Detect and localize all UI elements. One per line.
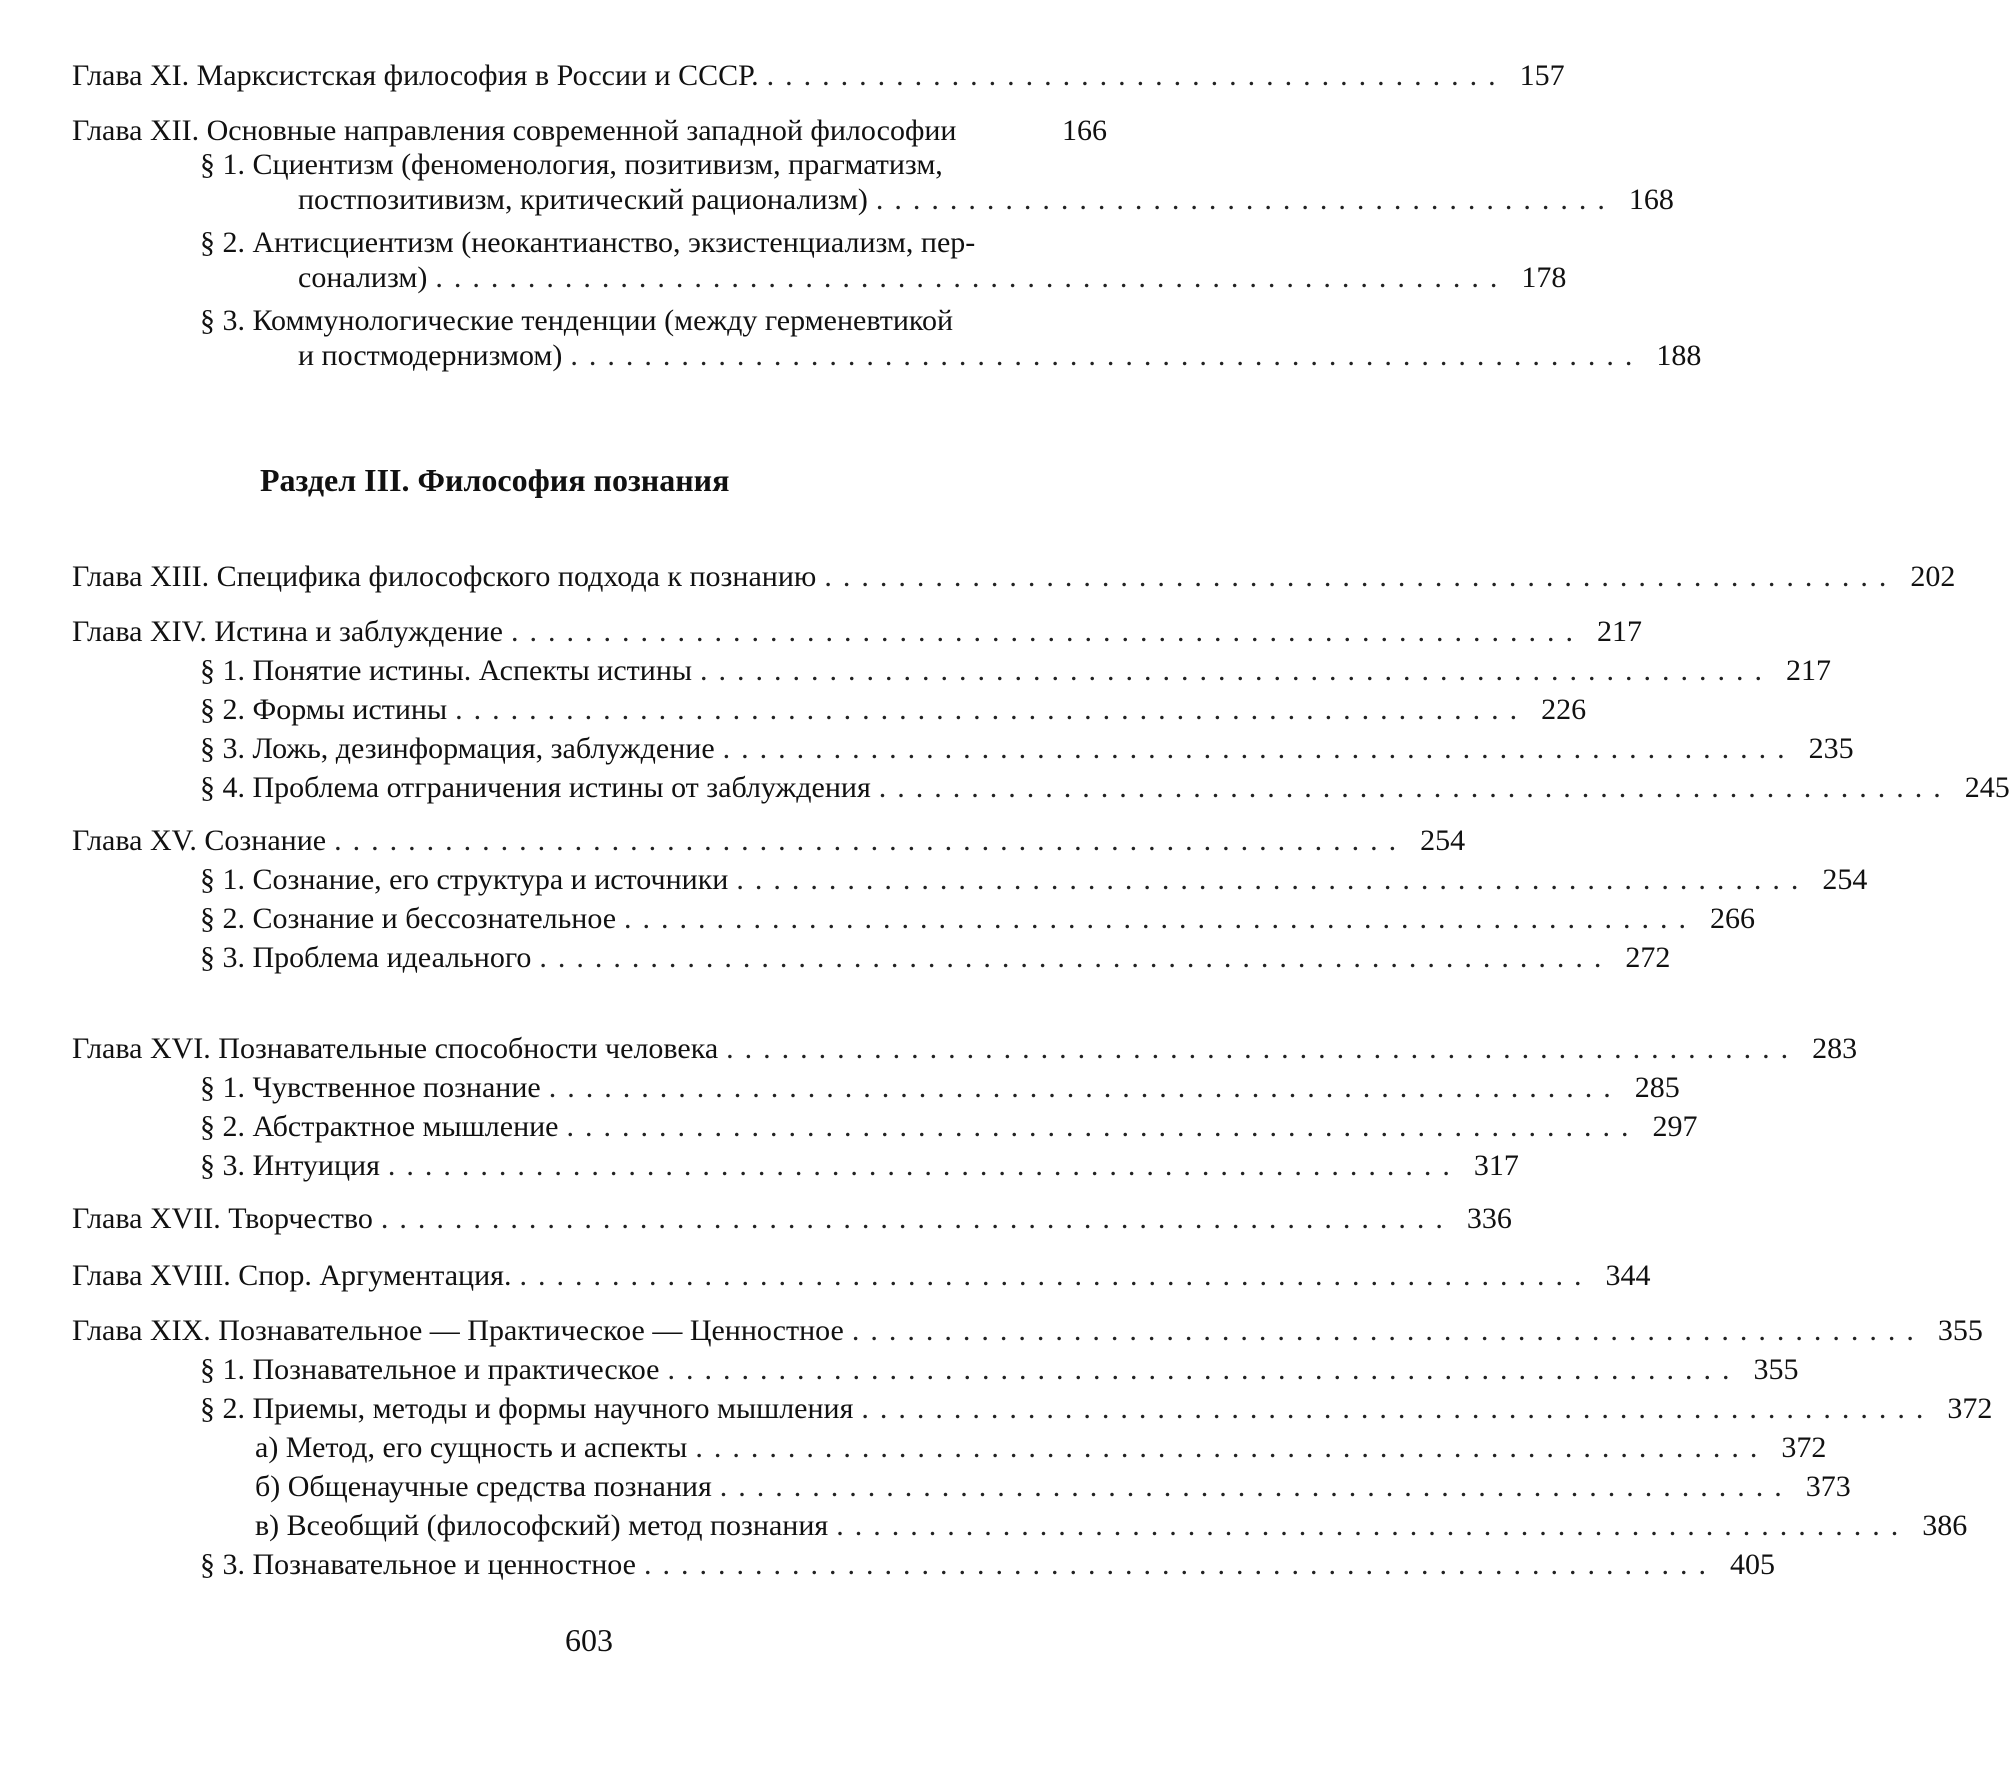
leader-dots: .......................................................... bbox=[334, 824, 1408, 857]
toc-entry-label: в) Всеобщий (философский) метод познания bbox=[255, 1509, 829, 1542]
leader-dots: .......................................................... bbox=[722, 732, 1796, 765]
leader-dots: .......................................................... bbox=[667, 1353, 1741, 1386]
leader-dots: .......................................................... bbox=[624, 902, 1698, 935]
leader-dots: .......................................................... bbox=[380, 1202, 1454, 1235]
toc-entry-ch12-s3-line1 bbox=[200, 302, 953, 340]
toc-entry-ch14-s1 bbox=[200, 652, 1832, 690]
toc-entry-ch15-s2 bbox=[200, 900, 1756, 938]
leader-dots: .......................................................... bbox=[836, 1509, 1910, 1542]
toc-entry-ch14-s4 bbox=[200, 769, 2010, 807]
toc-entry-page: 405 bbox=[1729, 1548, 1775, 1581]
toc-entry-label: § 2. Антисциентизм (неокантианство, экзистенциализм, пер- bbox=[200, 226, 976, 259]
toc-entry-label: Глава XVIII. Спор. Аргументация. bbox=[72, 1259, 512, 1292]
section-heading-text: Раздел III. Философия познания bbox=[260, 462, 730, 498]
leader-dots: .......................................................... bbox=[726, 1032, 1800, 1065]
toc-entry-label: § 3. Познавательное и ценностное bbox=[200, 1548, 636, 1581]
toc-entry-label: б) Общенаучные средства познания bbox=[255, 1470, 712, 1503]
toc-entry-ch12 bbox=[72, 112, 1107, 150]
toc-entry-label: постпозитивизм, критический рационализм) bbox=[298, 183, 868, 216]
toc-entry-ch19-s2a bbox=[255, 1429, 1827, 1467]
toc-entry-page: 217 bbox=[1596, 615, 1642, 648]
toc-entry-label: § 4. Проблема отграничения истины от заблуждения bbox=[200, 771, 871, 804]
toc-entry-label: и постмодернизмом) bbox=[298, 339, 563, 372]
leader-dots: ........................................ bbox=[875, 183, 1616, 216]
toc-entry-label: § 3. Ложь, дезинформация, заблуждение bbox=[200, 732, 715, 765]
toc-entry-label: § 1. Сциентизм (феноменология, позитивизм, прагматизм, bbox=[200, 148, 943, 181]
toc-entry-label: Глава XIII. Специфика философского подхода к познанию bbox=[72, 560, 817, 593]
leader-dots: .......................................................... bbox=[700, 654, 1774, 687]
toc-entry-ch16 bbox=[72, 1030, 1858, 1068]
leader-dots: .......................................................... bbox=[435, 261, 1509, 294]
page-number: 603 bbox=[565, 1622, 613, 1658]
toc-entry-page: 283 bbox=[1812, 1032, 1858, 1065]
toc-entry-ch16-s2 bbox=[200, 1108, 1698, 1146]
toc-entry-ch19-s2 bbox=[200, 1390, 1993, 1428]
toc-entry-page: 386 bbox=[1922, 1509, 1968, 1542]
toc-entry-label: § 2. Приемы, методы и формы научного мышления bbox=[200, 1392, 854, 1425]
leader-dots: .......................................................... bbox=[851, 1314, 1925, 1347]
toc-entry-label: Глава XIX. Познавательное — Практическое — Ценностное bbox=[72, 1314, 844, 1347]
toc-entry-ch18 bbox=[72, 1257, 1651, 1295]
toc-entry-page: 344 bbox=[1605, 1259, 1651, 1292]
toc-entry-ch19-s2c bbox=[255, 1507, 1968, 1545]
toc-entry-ch17 bbox=[72, 1200, 1512, 1238]
toc-entry-page: 297 bbox=[1652, 1110, 1698, 1143]
toc-entry-ch12-s2 bbox=[298, 259, 1567, 297]
toc-entry-page: 245 bbox=[1964, 771, 2010, 804]
toc-entry-ch12-s2-line1 bbox=[200, 224, 975, 262]
toc-entry-ch16-s3 bbox=[200, 1147, 1519, 1185]
toc-entry-ch19-s2b bbox=[255, 1468, 1851, 1506]
toc-entry-ch14-s3 bbox=[200, 730, 1854, 768]
toc-entry-page: 254 bbox=[1822, 863, 1868, 896]
toc-entry-ch19-s3 bbox=[200, 1546, 1775, 1584]
leader-dots: .......................................................... bbox=[455, 693, 1529, 726]
toc-entry-page: 166 bbox=[1062, 114, 1107, 147]
toc-entry-label: § 2. Сознание и бессознательное bbox=[200, 902, 617, 935]
toc-entry-ch13 bbox=[72, 558, 1956, 596]
toc-entry-ch15-s1 bbox=[200, 861, 1868, 899]
toc-entry-page: 355 bbox=[1937, 1314, 1983, 1347]
toc-entry-label: Глава XVII. Творчество bbox=[72, 1202, 373, 1235]
toc-entry-page: 373 bbox=[1805, 1470, 1851, 1503]
toc-entry-label: § 1. Сознание, его структура и источники bbox=[200, 863, 729, 896]
toc-entry-page: 285 bbox=[1634, 1071, 1680, 1104]
leader-dots: .......................................................... bbox=[510, 615, 1584, 648]
leader-dots: .......................................................... bbox=[878, 771, 1952, 804]
leader-dots: .......................................................... bbox=[566, 1110, 1640, 1143]
toc-entry-label: § 2. Формы истины bbox=[200, 693, 448, 726]
toc-entry-page: 372 bbox=[1781, 1431, 1827, 1464]
leader-dots: .......................................................... bbox=[548, 1071, 1622, 1104]
toc-entry-page: 226 bbox=[1541, 693, 1587, 726]
leader-dots: .......................................................... bbox=[519, 1259, 1593, 1292]
toc-entry-label: § 2. Абстрактное мышление bbox=[200, 1110, 559, 1143]
toc-entry-ch14-s2 bbox=[200, 691, 1587, 729]
toc-entry-ch15 bbox=[72, 822, 1466, 860]
toc-entry-ch12-s3 bbox=[298, 337, 1702, 375]
toc-entry-label: § 3. Интуиция bbox=[200, 1149, 380, 1182]
toc-entry-page: 272 bbox=[1625, 941, 1671, 974]
toc-entry-page: 168 bbox=[1628, 183, 1674, 216]
toc-entry-label: § 3. Коммунологические тенденции (между герменевтикой bbox=[200, 304, 954, 337]
toc-entry-page: 266 bbox=[1710, 902, 1756, 935]
toc-entry-page: 188 bbox=[1656, 339, 1702, 372]
leader-dots: .......................................................... bbox=[643, 1548, 1717, 1581]
leader-dots: .......................................................... bbox=[570, 339, 1644, 372]
toc-entry-ch11 bbox=[72, 57, 1565, 95]
toc-entry-ch16-s1 bbox=[200, 1069, 1680, 1107]
toc-entry-page: 157 bbox=[1519, 59, 1565, 92]
toc-entry-label: § 1. Понятие истины. Аспекты истины bbox=[200, 654, 693, 687]
toc-entry-ch12-s1 bbox=[298, 181, 1674, 219]
toc-entry-page: 355 bbox=[1753, 1353, 1799, 1386]
toc-entry-label: Глава XVI. Познавательные способности человека bbox=[72, 1032, 719, 1065]
leader-dots: ........................................ bbox=[766, 59, 1507, 92]
toc-entry-label: § 3. Проблема идеального bbox=[200, 941, 532, 974]
toc-entry-label: Глава XII. Основные направления современной западной философии bbox=[72, 114, 957, 147]
leader-dots: .......................................................... bbox=[736, 863, 1810, 896]
leader-dots: .......................................................... bbox=[387, 1149, 1461, 1182]
toc-entry-page: 235 bbox=[1808, 732, 1854, 765]
toc-entry-label: а) Метод, его сущность и аспекты bbox=[255, 1431, 688, 1464]
toc-entry-page: 317 bbox=[1473, 1149, 1519, 1182]
toc-entry-label: сонализм) bbox=[298, 261, 428, 294]
toc-entry-ch19 bbox=[72, 1312, 1983, 1350]
toc-entry-ch19-s1 bbox=[200, 1351, 1799, 1389]
toc-entry-ch15-s3 bbox=[200, 939, 1671, 977]
toc-entry-ch14 bbox=[72, 613, 1642, 651]
toc-entry-page: 372 bbox=[1947, 1392, 1993, 1425]
leader-dots: .......................................................... bbox=[824, 560, 1898, 593]
leader-dots: .......................................................... bbox=[539, 941, 1613, 974]
toc-entry-label: Глава XV. Сознание bbox=[72, 824, 327, 857]
leader-dots: .......................................................... bbox=[719, 1470, 1793, 1503]
toc-entry-label: § 1. Познавательное и практическое bbox=[200, 1353, 660, 1386]
toc-entry-page: 202 bbox=[1910, 560, 1956, 593]
toc-entry-page: 178 bbox=[1521, 261, 1567, 294]
toc-entry-page: 254 bbox=[1420, 824, 1466, 857]
leader-dots: .......................................................... bbox=[695, 1431, 1769, 1464]
leader-dots: .......................................................... bbox=[861, 1392, 1935, 1425]
toc-entry-label: Глава XIV. Истина и заблуждение bbox=[72, 615, 503, 648]
toc-entry-page: 217 bbox=[1786, 654, 1832, 687]
toc-entry-page: 336 bbox=[1466, 1202, 1512, 1235]
toc-entry-label: § 1. Чувственное познание bbox=[200, 1071, 541, 1104]
toc-entry-ch12-s1-line1 bbox=[200, 146, 943, 184]
toc-entry-label: Глава XI. Марксистская философия в России и СССР. bbox=[72, 59, 759, 92]
